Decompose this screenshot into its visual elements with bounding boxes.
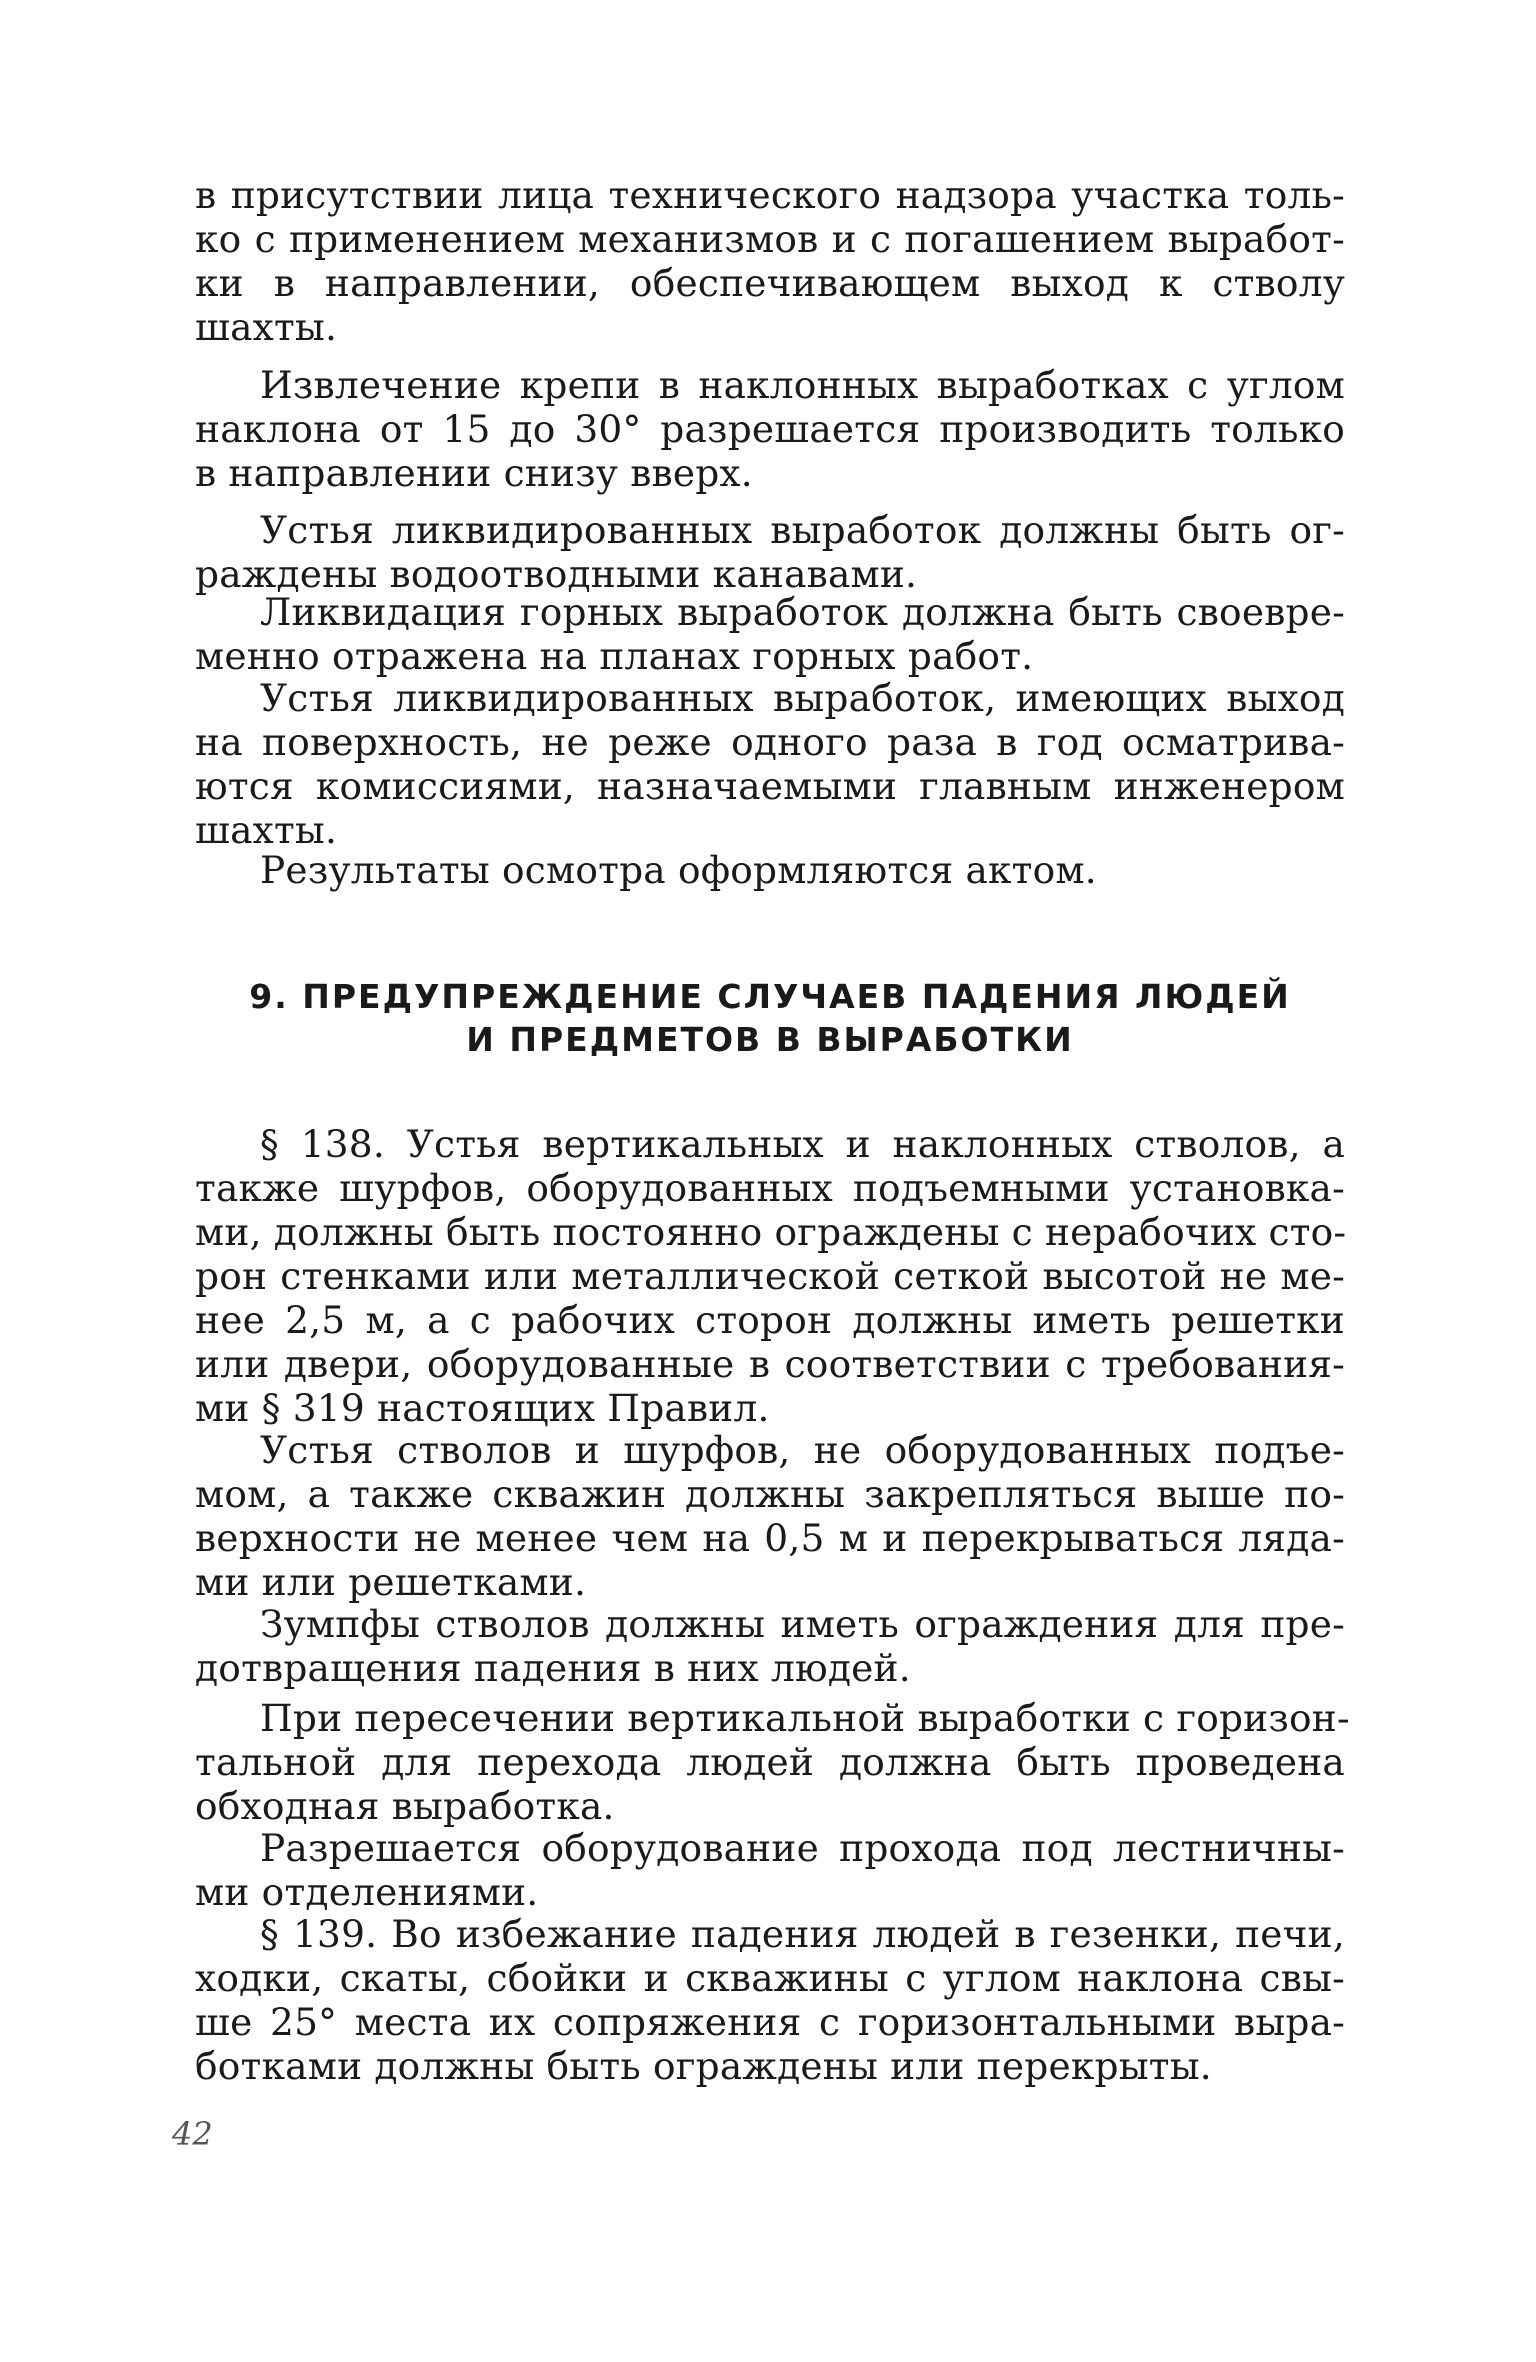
text-line: ко с применением механизмов и с погашением выработ- (195, 217, 1345, 261)
text-line: верхности не менее чем на 0,5 м и перекрываться ляда- (195, 1516, 1345, 1560)
text-line: ки в направлении, обеспечивающем выход к стволу (195, 261, 1345, 305)
text-line: ботками должны быть ограждены или перекрыты. (195, 2044, 1212, 2088)
text-line: Извлечение крепи в наклонных выработках с углом (260, 363, 1345, 407)
section-heading-line-1: 9. ПРЕДУПРЕЖДЕНИЕ СЛУЧАЕВ ПАДЕНИЯ ЛЮДЕЙ (249, 977, 1291, 1016)
page-number: 42 (172, 2115, 213, 2153)
text-line: ше 25° места их сопряжения с горизонтальными выра- (195, 2000, 1345, 2044)
text-line: Устья ликвидированных выработок должны быть ог- (260, 508, 1345, 552)
text-line: шахты. (195, 305, 338, 349)
section-heading-line-2: И ПРЕДМЕТОВ В ВЫРАБОТКИ (466, 1020, 1074, 1059)
text-line: § 138. Устья вертикальных и наклонных стволов, а (260, 1122, 1345, 1166)
text-line: Результаты осмотра оформляются актом. (260, 848, 1097, 892)
text-line: обходная выработка. (195, 1784, 615, 1828)
text-line: ми, должны быть постоянно ограждены с нерабочих сто- (195, 1210, 1347, 1254)
text-line: наклона от 15 до 30° разрешается производить только (195, 407, 1345, 451)
text-line: в направлении снизу вверх. (195, 451, 753, 495)
text-line: ходки, скаты, сбойки и скважины с углом наклона свы- (195, 1956, 1345, 2000)
text-line: также шурфов, оборудованных подъемными установка- (195, 1166, 1345, 1210)
text-line: ми отделениями. (195, 1870, 539, 1914)
text-line: рон стенками или металлической сеткой высотой не ме- (195, 1254, 1345, 1298)
text-line: тальной для перехода людей должна быть проведена (195, 1740, 1345, 1784)
text-line: Зумпфы стволов должны иметь ограждения для пре- (260, 1602, 1345, 1646)
text-line: нее 2,5 м, а с рабочих сторон должны иметь решетки (195, 1298, 1345, 1342)
text-line: в присутствии лица технического надзора участка толь- (195, 173, 1345, 217)
text-line: Устья ликвидированных выработок, имеющих выход (260, 676, 1345, 720)
text-line: или двери, оборудованные в соответствии с требования- (195, 1342, 1345, 1386)
text-line: на поверхность, не реже одного раза в год осматрива- (195, 720, 1345, 764)
text-line: Устья стволов и шурфов, не оборудованных подъе- (260, 1428, 1345, 1472)
text-line: раждены водоотводными канавами. (195, 552, 918, 596)
text-line: менно отражена на планах горных работ. (195, 634, 1034, 678)
text-line: мом, а также скважин должны закрепляться выше по- (195, 1472, 1345, 1516)
text-line: Ликвидация горных выработок должна быть своевре- (260, 590, 1345, 634)
text-line: § 139. Во избежание падения людей в гезенки, печи, (260, 1912, 1345, 1956)
text-line: При пересечении вертикальной выработки с горизон- (260, 1696, 1350, 1740)
text-line: Разрешается оборудование прохода под лестничны- (260, 1826, 1345, 1870)
text-line: ми или решетками. (195, 1560, 587, 1604)
text-line: ми § 319 настоящих Правил. (195, 1386, 770, 1430)
text-line: шахты. (195, 808, 338, 852)
text-line: ются комиссиями, назначаемыми главным инженером (195, 764, 1345, 808)
text-line: дотвращения падения в них людей. (195, 1646, 911, 1690)
